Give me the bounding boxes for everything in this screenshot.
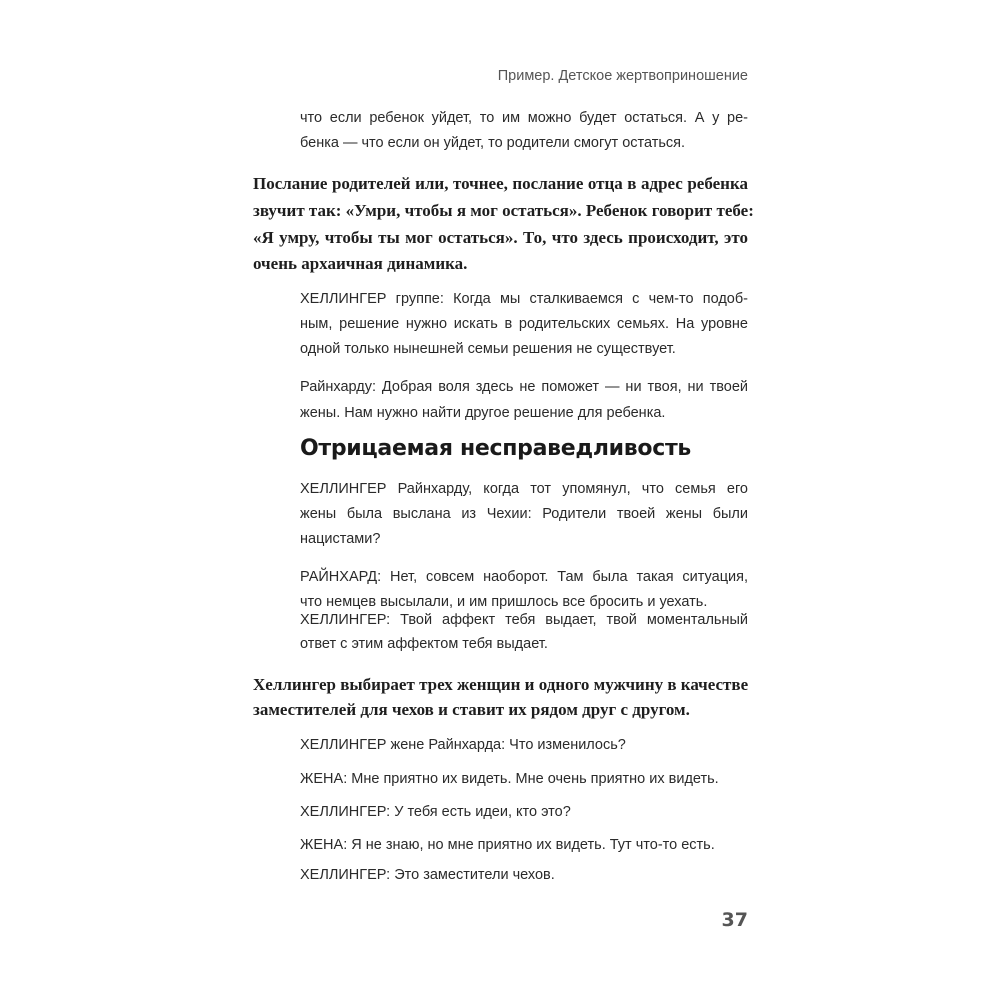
text-line: Райнхарду: Добрая воля здесь не поможет — ни твоя, ни твоей [300, 379, 748, 395]
dialogue-line: ХЕЛЛИНГЕР: Это заместители чехов. [300, 867, 555, 883]
text-line: ным, решение нужно искать в родительских семьях. На уровне [300, 316, 748, 332]
text-line: «Я умру, чтобы ты мог остаться». То, что здесь происходит, это [253, 228, 748, 247]
text-line: ХЕЛЛИНГЕР Райнхарду, когда тот упомянул, что семья его [300, 481, 748, 497]
text-line: ответ с этим аффектом тебя выдает. [300, 636, 548, 652]
text-line: нацистами? [300, 531, 381, 547]
text-line: что если ребенок уйдет, то им можно будет остаться. А у ре- [300, 110, 748, 126]
text-line: РАЙНХАРД: Нет, совсем наоборот. Там была такая ситуация, [300, 569, 748, 585]
text-line: ХЕЛЛИНГЕР группе: Когда мы сталкиваемся с чем-то подоб- [300, 291, 748, 307]
text-line: что немцев высылали, и им пришлось все бросить и уехать. [300, 594, 708, 610]
text-line: звучит так: «Умри, чтобы я мог остаться». Ребенок говорит тебе: [253, 201, 754, 220]
dialogue-line: ХЕЛЛИНГЕР жене Райнхарда: Что изменилось? [300, 737, 626, 753]
text-line: бенка — что если он уйдет, то родители смогут остаться. [300, 135, 686, 151]
text-line: ХЕЛЛИНГЕР: Твой аффект тебя выдает, твой моментальный [300, 612, 748, 628]
text-line: жены была выслана из Чехии: Родители твоей жены были [300, 506, 748, 522]
page-number: 37 [721, 909, 748, 931]
text-line: очень архаичная динамика. [253, 254, 468, 273]
text-line: одной только нынешней семьи решения не существует. [300, 341, 676, 357]
text-line: Хеллингер выбирает трех женщин и одного мужчину в качестве [253, 675, 749, 694]
section-heading: Отрицаемая несправедливость [300, 436, 692, 461]
running-header: Пример. Детское жертвоприношение [497, 68, 748, 84]
dialogue-line: ХЕЛЛИНГЕР: У тебя есть идеи, кто это? [300, 804, 571, 820]
text-line: Послание родителей или, точнее, послание отца в адрес ребенка [253, 174, 748, 193]
dialogue-line: ЖЕНА: Я не знаю, но мне приятно их видеть. Тут что-то есть. [300, 837, 715, 853]
dialogue-line: ЖЕНА: Мне приятно их видеть. Мне очень приятно их видеть. [300, 771, 719, 787]
text-line: заместителей для чехов и ставит их рядом друг с другом. [253, 700, 690, 719]
text-line: жены. Нам нужно найти другое решение для ребенка. [300, 405, 666, 421]
